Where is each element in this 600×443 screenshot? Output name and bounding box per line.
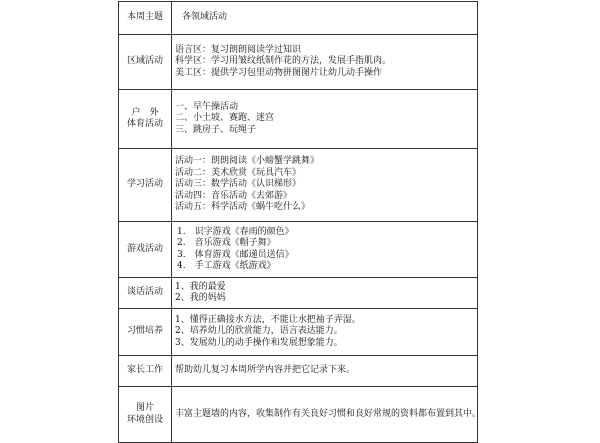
- row-label: 图片 环境创设: [119, 387, 172, 443]
- row-label: 谈话活动: [119, 278, 172, 309]
- row-label: 本周主题: [119, 2, 172, 35]
- row-area-activities: [119, 35, 478, 90]
- row-label: 家长工作: [119, 356, 172, 387]
- row-content: 1、我的最爱 2、我的妈妈: [172, 278, 478, 309]
- row-label: 习惯培养: [119, 309, 172, 356]
- row-outdoor-sports: [119, 90, 478, 149]
- weekly-plan-table: [118, 1, 482, 443]
- row-games: [119, 222, 478, 278]
- row-label: 学习活动: [119, 149, 172, 222]
- row-content: 活动一：朗朗阅读《小螃蟹学跳舞》 活动二：美术欣赏《玩具汽车》 活动三：数学活动《认识梯形》 活动四：音乐活动《去郊游》 活动五：科学活动《蜗牛吃什么》: [172, 149, 478, 222]
- row-content: 1、懂得正确接水方法，不能让水把袖子弄湿。 2、培养幼儿的欣赏能力，语言表达能力。 3、发展幼儿的动手操作和发展想象能力。: [172, 309, 478, 356]
- row-content: 各领域活动: [172, 2, 478, 35]
- row-habits: [119, 309, 478, 356]
- row-learning: [119, 149, 478, 222]
- row-label: 户 外 体育活动: [119, 90, 172, 149]
- row-talk: [119, 278, 478, 309]
- row-content: 丰富主题墙的内容，收集制作有关良好习惯和良好常规的资料都布置到其中。: [172, 387, 478, 443]
- row-parent-work: [119, 356, 478, 387]
- row-theme: [119, 2, 478, 35]
- row-label: 区域活动: [119, 35, 172, 90]
- row-content: 1. 识字游戏《春雨的颜色》 2. 音乐游戏《帽子舞》 3. 体育游戏《邮递员送信》 4. 手工游戏《纸游戏》: [172, 222, 478, 278]
- row-environment: [119, 387, 478, 443]
- row-content: 语言区：复习朗朗阅读学过知识 科学区：学习用皱纹纸制作花的方法，发展手指肌肉。 美工区：提供学习包里动物拼图图片让幼儿动手操作: [172, 35, 478, 90]
- row-content: 一、早午操活动 二、小土坡、赛跑、迷宫 三、跳房子、玩绳子: [172, 90, 478, 149]
- row-content: 帮助幼儿复习本周所学内容并把它记录下来。: [172, 356, 478, 387]
- row-label: 游戏活动: [119, 222, 172, 278]
